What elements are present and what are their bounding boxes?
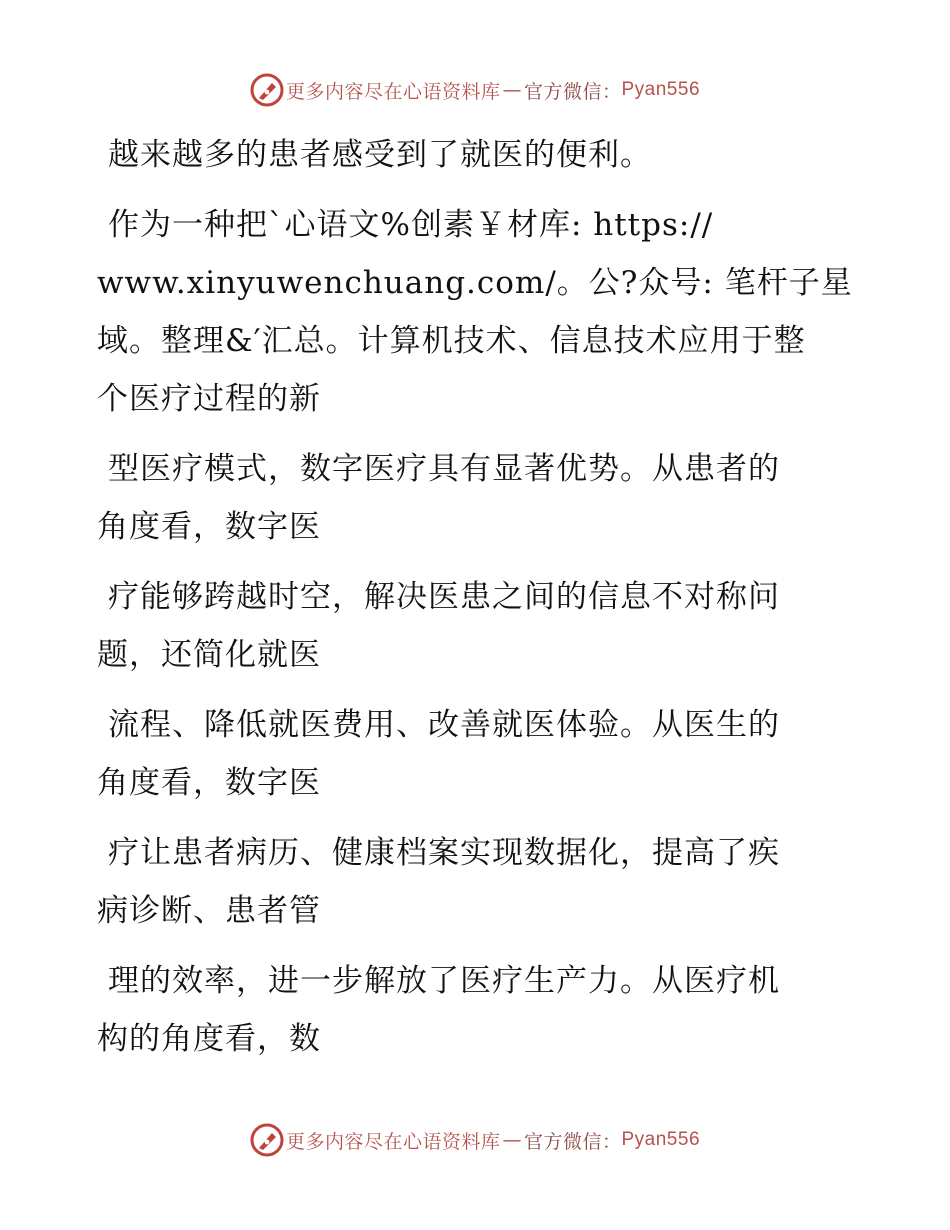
text-line: www.xinyuwenchuang.com/。公?众号: 笔杆子星 [97,265,853,301]
text-line: 个医疗过程的新 [97,381,321,417]
watermark-site-text: 更多内容尽在心语资料库 [285,80,501,103]
paragraph [97,126,857,184]
watermark-wechat-label: 官方微信： [523,1130,622,1153]
watermark-wechat-id: Pyan556 [621,1129,701,1150]
paragraph [97,824,857,940]
text-line: 作为一种把`心语文%创素￥材库: https:// [108,207,714,243]
header-watermark [0,70,950,110]
text-line: 病诊断、患者管 [97,893,321,929]
text-line: 流程、降低就医费用、改善就医体验。从医生的 [108,707,780,743]
paragraph [97,696,857,812]
text-line: 理的效率，进一步解放了医疗生产力。从医疗机 [108,963,780,999]
text-line: 构的角度看，数 [97,1021,321,1057]
text-line: 型医疗模式，数字医疗具有显著优势。从患者的 [108,451,780,487]
text-line: 越来越多的患者感受到了就医的便利。 [108,137,652,173]
text-line: 角度看，数字医 [97,509,321,545]
text-line: 疗能够跨越时空，解决医患之间的信息不对称问 [108,579,780,615]
document-body [97,126,857,1080]
pen-nib-logo-icon [250,1123,284,1157]
paragraph [97,196,857,428]
watermark-site-text: 更多内容尽在心语资料库 [285,1130,501,1153]
text-line: 角度看，数字医 [97,765,321,801]
text-line: 疗让患者病历、健康档案实现数据化，提高了疾 [108,835,780,871]
paragraph [97,440,857,556]
text-line: 题，还简化就医 [97,637,321,673]
watermark-wechat-label: 官方微信： [523,80,622,103]
watermark-separator: — [502,1129,522,1151]
paragraph [97,568,857,684]
footer-watermark [0,1120,950,1160]
pen-nib-logo-icon [250,73,284,107]
watermark-separator: — [502,79,522,101]
watermark-wechat-id: Pyan556 [621,79,701,100]
text-line: 域。整理&′汇总。计算机技术、信息技术应用于整 [97,323,806,359]
paragraph [97,952,857,1068]
